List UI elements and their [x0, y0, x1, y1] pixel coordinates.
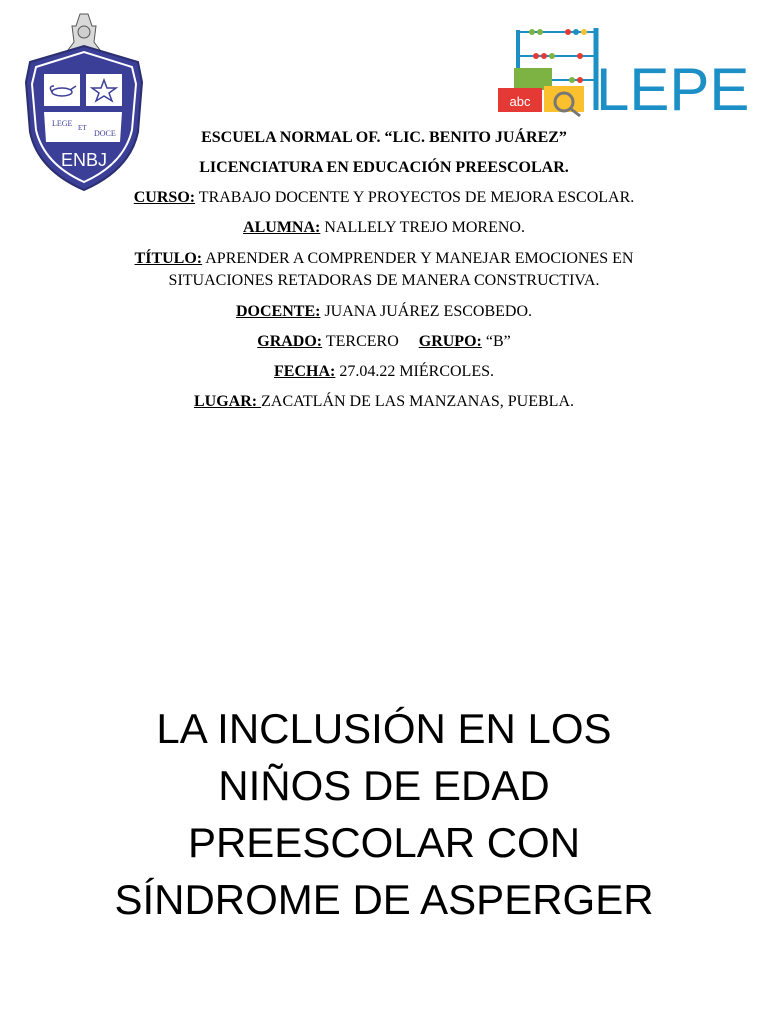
place-value: ZACATLÁN DE LAS MANZANAS, PUEBLA. [261, 393, 574, 410]
main-title-line-1: LA INCLUSIÓN EN LOS [156, 705, 612, 752]
course-label: CURSO: [133, 189, 196, 206]
abc-text: abc [509, 94, 531, 109]
date-value: 27.04.22 MIÉRCOLES. [335, 363, 494, 380]
motto-lege: LEGE [52, 119, 73, 128]
group-value: “B” [481, 333, 511, 350]
teacher-line [0, 302, 768, 322]
student-label: ALUMNA: [243, 219, 321, 236]
place-line [0, 392, 768, 412]
document-header [0, 128, 768, 422]
student-line [0, 218, 768, 238]
student-value: NALLELY TREJO MORENO. [320, 219, 525, 236]
teacher-label: DOCENTE: [235, 303, 321, 320]
date-line [0, 362, 768, 382]
title-value: APRENDER A COMPRENDER Y MANEJAR EMOCIONES EN SITUACIONES RETADORAS DE MANERA CONSTRUCTIVA. [168, 250, 634, 289]
grade-value: TERCERO [322, 333, 399, 350]
school-name: ESCUELA NORMAL OF. “LIC. BENITO JUÁREZ” [201, 129, 567, 146]
date-label: FECHA: [274, 363, 336, 380]
title-label: TÍTULO: [134, 250, 203, 267]
grade-group-line [0, 332, 768, 352]
course-line [0, 188, 768, 208]
motto-doce: DOCE [94, 129, 116, 138]
place-label: LUGAR: [194, 393, 262, 410]
statue-figure [68, 14, 100, 50]
main-title-line-3: PREESCOLAR CON [187, 819, 581, 866]
grade-label: GRADO: [257, 333, 323, 350]
lepe-logo [496, 22, 752, 118]
group-label: GRUPO: [418, 333, 482, 350]
lepe-text: LEPE [596, 56, 750, 118]
teacher-value: JUANA JUÁREZ ESCOBEDO. [320, 303, 533, 320]
motto-et: ET [78, 124, 87, 132]
title-line [84, 248, 684, 292]
course-value: TRABAJO DOCENTE Y PROYECTOS DE MEJORA ESCOLAR. [195, 189, 635, 206]
main-title-line-2: NIÑOS DE EDAD [218, 762, 550, 809]
degree-name: LICENCIATURA EN EDUCACIÓN PREESCOLAR. [199, 159, 569, 176]
main-title-line-4: SÍNDROME DE ASPERGER [114, 876, 654, 923]
main-title [0, 700, 768, 928]
logo-initials: ENBJ [60, 150, 108, 170]
